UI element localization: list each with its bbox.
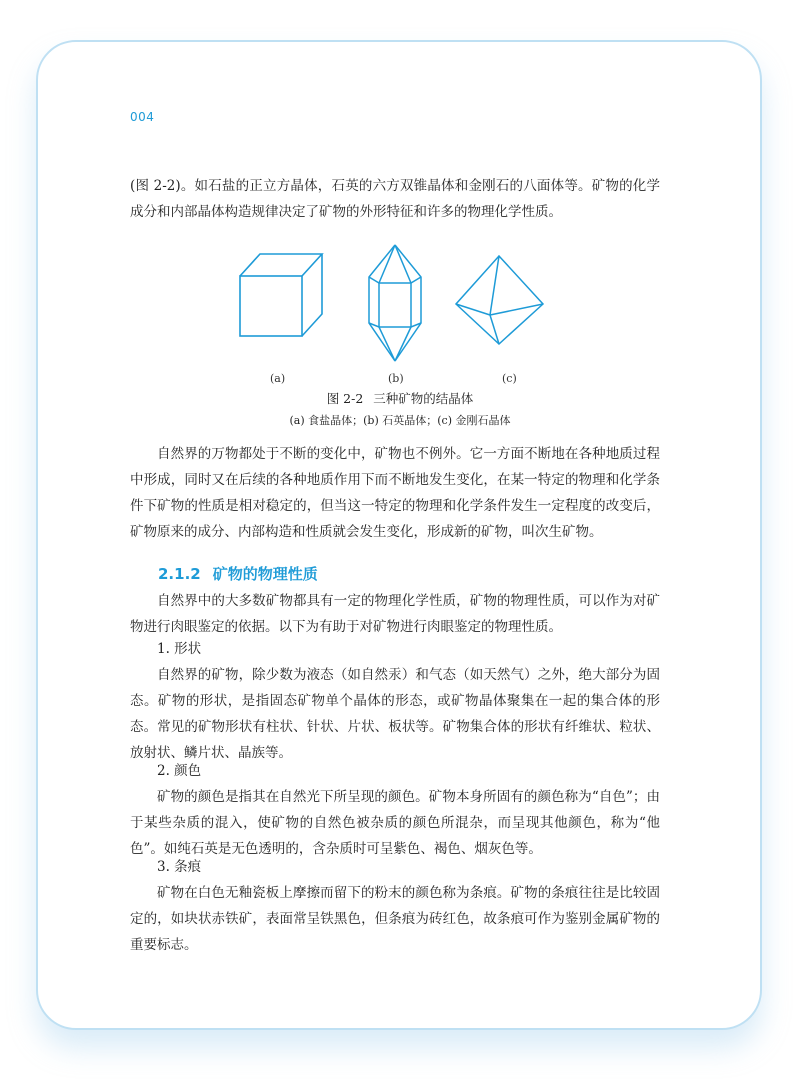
item-text-streak: 矿物在白色无釉瓷板上摩擦而留下的粉末的颜色称为条痕。矿物的条痕往往是比较固定的，如块状赤铁矿，表面常呈铁黑色，但条痕为砖红色，故条痕可作为鉴别金属矿物的重要标志。 [130, 885, 660, 953]
page-number: 004 [130, 110, 155, 124]
cube-crystal-drawing [236, 248, 326, 343]
item-heading-streak: 3. 条痕 [157, 859, 202, 875]
change-paragraph: 自然界的万物都处于不断的变化中，矿物也不例外。它一方面不断地在各种地质过程中形成，同时又在后续的各种地质作用下而不断地发生变化，在某一特定的物理和化学条件下矿物的性质是相对稳定的，但当这一特定的物理和化学条件发生一定程度的改变后，矿物原来的成分、内部构造和性质就会发生变化，形成新的矿物，叫次生矿物。 [130, 446, 660, 540]
figure-label-b: (b) [388, 372, 404, 385]
item-heading-color: 2. 颜色 [157, 763, 202, 779]
figure-title [0, 389, 800, 407]
figure-title-text: 三种矿物的结晶体 [373, 391, 474, 406]
section-title: 矿物的物理性质 [212, 565, 318, 583]
diamond-crystal-drawing [452, 252, 547, 347]
item-text-color: 矿物的颜色是指其在自然光下所呈现的颜色。矿物本身所固有的颜色称为“自色”；由于某些杂质的混入，使矿物的自然色被杂质的颜色所混杂，而呈现其他颜色，称为“他色”。如纯石英是无色透明的，含杂质时可呈紫色、褐色、烟灰色等。 [130, 789, 660, 857]
physical-properties-paragraph: 自然界中的大多数矿物都具有一定的物理化学性质，矿物的物理性质，可以作为对矿物进行肉眼鉴定的依据。以下为有助于对矿物进行肉眼鉴定的物理性质。 [130, 593, 660, 635]
figure-label-a: (a) [270, 372, 286, 385]
figure-label-c: (c) [502, 372, 517, 385]
section-heading [158, 563, 318, 584]
figure-caption: (a) 食盐晶体；(b) 石英晶体；(c) 金刚石晶体 [289, 414, 511, 427]
section-number: 2.1.2 [158, 565, 201, 583]
item-text-shape: 自然界的矿物，除少数为液态（如自然汞）和气态（如天然气）之外，绝大部分为固态。矿物的形状，是指固态矿物单个晶体的形态，或矿物晶体聚集在一起的集合体的形态。常见的矿物形状有柱状、针状、片状、板状等。矿物集合体的形状有纤维状、粒状、放射状、鳞片状、晶族等。 [130, 667, 660, 761]
intro-paragraph: (图 2-2)。如石盐的正立方晶体，石英的六方双锥晶体和金刚石的八面体等。矿物的化学成分和内部晶体构造规律决定了矿物的外形特征和许多的物理化学性质。 [130, 178, 660, 220]
figure-number: 图 2-2 [326, 391, 364, 406]
item-heading-shape: 1. 形状 [157, 641, 202, 657]
quartz-crystal-drawing [365, 243, 425, 363]
